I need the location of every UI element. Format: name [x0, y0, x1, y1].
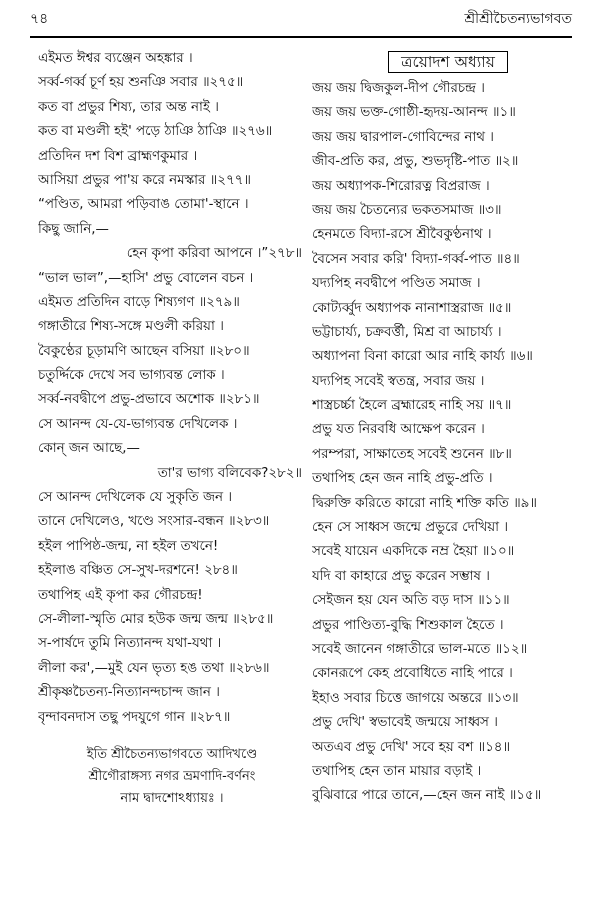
verse-line: তথাপিহ এই কৃপা কর গৌরচন্দ্র!: [38, 587, 203, 603]
book-title: শ্রীশ্রীচৈতন্যভাগবত: [464, 11, 572, 27]
verse-line: কোনরূপে কেহ প্রবোধিতে নাহি পারে ।: [312, 666, 513, 682]
verse-line: তানে দেখিলেও, খণ্ডে সংসার-বন্ধন ॥২৮৩॥: [38, 514, 270, 530]
verse-line: ইহাও সবার চিত্তে জাগয়ে অন্তরে ॥১৩॥: [312, 690, 519, 706]
verse-line: কোন্‌ জন আছে,—: [38, 441, 140, 457]
running-header: [30, 4, 572, 34]
verse-line: সে আনন্দ যে-যে-ভাগ্যবন্ত দেখিলেক ।: [38, 416, 238, 432]
verse-line: প্রতিদিন দশ বিশ ব্রাহ্মণকুমার ।: [38, 148, 198, 164]
verse-line: হেন সে সাধ্বস জন্মে প্রভুরে দেখিয়া ।: [312, 520, 509, 536]
verse-line: পরম্পরা, সাক্ষাতেহ সবেই শুনেন ॥৮॥: [312, 446, 512, 462]
header-rule: [30, 36, 572, 38]
verse-line: সেইজন হয় যেন অতি বড় দাস ॥১১॥: [312, 593, 510, 609]
verse-line: সে আনন্দ দেখিলেক যে সুকৃতি জন ।: [38, 490, 232, 506]
verse-line: স-পার্ষদে তুমি নিত্যানন্দ যথা-যথা ।: [38, 636, 222, 652]
verse-line: প্রভু যত নিরবধি আক্ষেপ করেন ।: [312, 422, 485, 438]
verse-line: যদ্যপিহ সবেই স্বতন্ত্র, সবার জয় ।: [312, 373, 485, 389]
right-column: [312, 47, 584, 809]
verse-line: “ভাল ভাল”,—হাসি' প্রভু বোলেন বচন ।: [38, 270, 254, 286]
verse-line: যদ্যপিহ নবদ্বীপে পণ্ডিত সমাজ ।: [312, 276, 481, 292]
left-column: [38, 47, 306, 810]
verse-line: শ্রীকৃষ্ণচৈতন্য-নিত্যানন্দচান্দ জান ।: [38, 685, 220, 701]
verse-line: অধ্যাপনা বিনা কারো আর নাহি কার্য্য ॥৬॥: [312, 349, 533, 365]
colophon-line: শ্রীগৌরাঙ্গস্য নগর ভ্রমণাদি-বর্ণনং: [88, 768, 256, 784]
verse-line: আসিয়া প্রভুর পা'য় করে নমস্কার ॥২৭৭॥: [38, 172, 251, 188]
verse-line: হইলাঙ বঞ্চিত সে-সুখ-দরশনে! ২৮৪॥: [38, 563, 238, 579]
verse-line: “পণ্ডিত, আমরা পড়িবাঙ তোমা'-স্থানে ।: [38, 197, 249, 213]
verse-line: এইমত প্রতিদিন বাড়ে শিষ্যগণ ॥২৭৯॥: [38, 294, 240, 310]
verse-line: কত বা মণ্ডলী হই' পড়ে ঠাঞি ঠাঞি ॥২৭৬॥: [38, 124, 273, 140]
verse-line: জীব-প্রতি কর, প্রভু, শুভদৃষ্টি-পাত ॥২॥: [312, 154, 519, 170]
verse-line: সবেই যায়েন একদিকে নম্র হৈয়া ॥১০॥: [312, 544, 515, 560]
verse-line: তা'র ভাগ্য বলিবেক?২৮২॥: [157, 465, 302, 481]
verse-line: হেন কৃপা করিবা আপনে ।”২৭৮॥: [126, 246, 302, 262]
verse-line: অতএব প্রভু দেখি' সবে হয় বশ ॥১৪॥: [312, 739, 511, 755]
verse-line: সে-লীলা-স্মৃতি মোর হউক জন্ম জন্ম ॥২৮৫॥: [38, 611, 274, 627]
verse-line: চতুর্দ্দিকে দেখে সব ভাগ্যবন্ত লোক ।: [38, 368, 225, 384]
verse-line: বুঝিবারে পারে তানে,—হেন জন নাই ॥১৫॥: [312, 788, 542, 804]
verse-line: জয় জয় ভক্ত-গোষ্ঠী-হৃদয়-আনন্দ ॥১॥: [312, 105, 516, 121]
verse-line: প্রভুর পাণ্ডিত্য-বুদ্ধি শিশুকাল হৈতে ।: [312, 617, 504, 633]
verse-line: জয় জয় দ্বারপাল-গোবিন্দের নাথ ।: [312, 129, 494, 145]
verse-line: হইল পাপিষ্ঠ-জন্ম, না হইল তখনে!: [38, 538, 219, 554]
verse-line: প্রভু দেখি' স্বভাবেই জন্ময়ে সাধ্বস ।: [312, 715, 498, 731]
chapter-title: ত্রয়োদশ অধ্যায়: [388, 51, 508, 73]
verse-line: হেনমতে বিদ্যা-রসে শ্রীবৈকুণ্ঠনাথ ।: [312, 227, 492, 243]
verse-line: দ্বিরুক্তি করিতে কারো নাহি শক্তি কতি ॥৯॥: [312, 495, 537, 511]
verse-line: এইমত ঈশ্বর ব্যঞ্জেন অহঙ্কার ।: [38, 51, 193, 66]
verse-line: শাস্ত্রচর্চ্চা হৈলে ব্রহ্মারেহ নাহি সয় ॥৭॥: [312, 398, 512, 414]
verse-line: বৈকুণ্ঠের চূড়ামণি আছেন বসিয়া ॥২৮০॥: [38, 343, 250, 359]
verse-line: তথাপিহ হেন জন নাহি প্রভু-প্রতি ।: [312, 471, 493, 487]
verse-line: ভট্টাচার্য্য, চক্রবর্ত্তী, মিশ্র বা আচার্য্য ।: [312, 324, 502, 340]
verse-line: বৃন্দাবনদাস তছু পদযুগে গান ॥২৮৭॥: [38, 709, 231, 725]
page-number: ৭৪: [30, 11, 49, 27]
verse-line: গঙ্গাতীরে শিষ্য-সঙ্গে মণ্ডলী করিয়া ।: [38, 319, 224, 335]
verse-line: সর্ব্ব-নবদ্বীপে প্রভু-প্রভাবে অশোক ॥২৮১॥: [38, 392, 260, 408]
verse-line: জয় জয় চৈতন্যের ভকতসমাজ ॥৩॥: [312, 202, 502, 218]
verse-line: সবেই জানেন গঙ্গাতীরে ভাল-মতে ॥১২॥: [312, 641, 528, 657]
chapter-heading: [312, 47, 584, 77]
chapter-colophon: [38, 744, 306, 810]
verse-line: জয় অধ্যাপক-শিরোরত্ন বিপ্ররাজ ।: [312, 178, 490, 194]
colophon-line: নাম দ্বাদশোঽধ্যায়ঃ ।: [120, 790, 224, 806]
verse-line: কত বা প্রভুর শিষ্য, তার অন্ত নাই ।: [38, 99, 219, 115]
verse-line: সর্ব্ব-গর্ব্ব চূর্ণ হয় শুনঞি সবার ॥২৭৫॥: [38, 75, 244, 91]
verse-line: লীলা কর',—মুই যেন ভৃত্য হঙ তথা ॥২৮৬॥: [38, 660, 270, 676]
verse-line: বৈসেন সবার করি' বিদ্যা-গর্ব্ব-পাত ॥৪॥: [312, 251, 520, 267]
verse-line: যদি বা কাহারে প্রভু করেন সম্ভাষ ।: [312, 568, 490, 584]
verse-line: কোট্যর্ব্বুদ অধ্যাপক নানাশাস্ত্ররাজ ॥৫॥: [312, 300, 512, 316]
colophon-line: ইতি শ্রীচৈতন্যভাগবতে আদিখণ্ডে: [86, 746, 258, 762]
verse-line: জয় জয় দ্বিজকুল-দীপ গৌরচন্দ্র ।: [312, 81, 485, 96]
verse-line: তথাপিহ হেন তান মায়ার বড়াই ।: [312, 763, 482, 779]
verse-line: কিছু জানি,—: [38, 221, 109, 237]
